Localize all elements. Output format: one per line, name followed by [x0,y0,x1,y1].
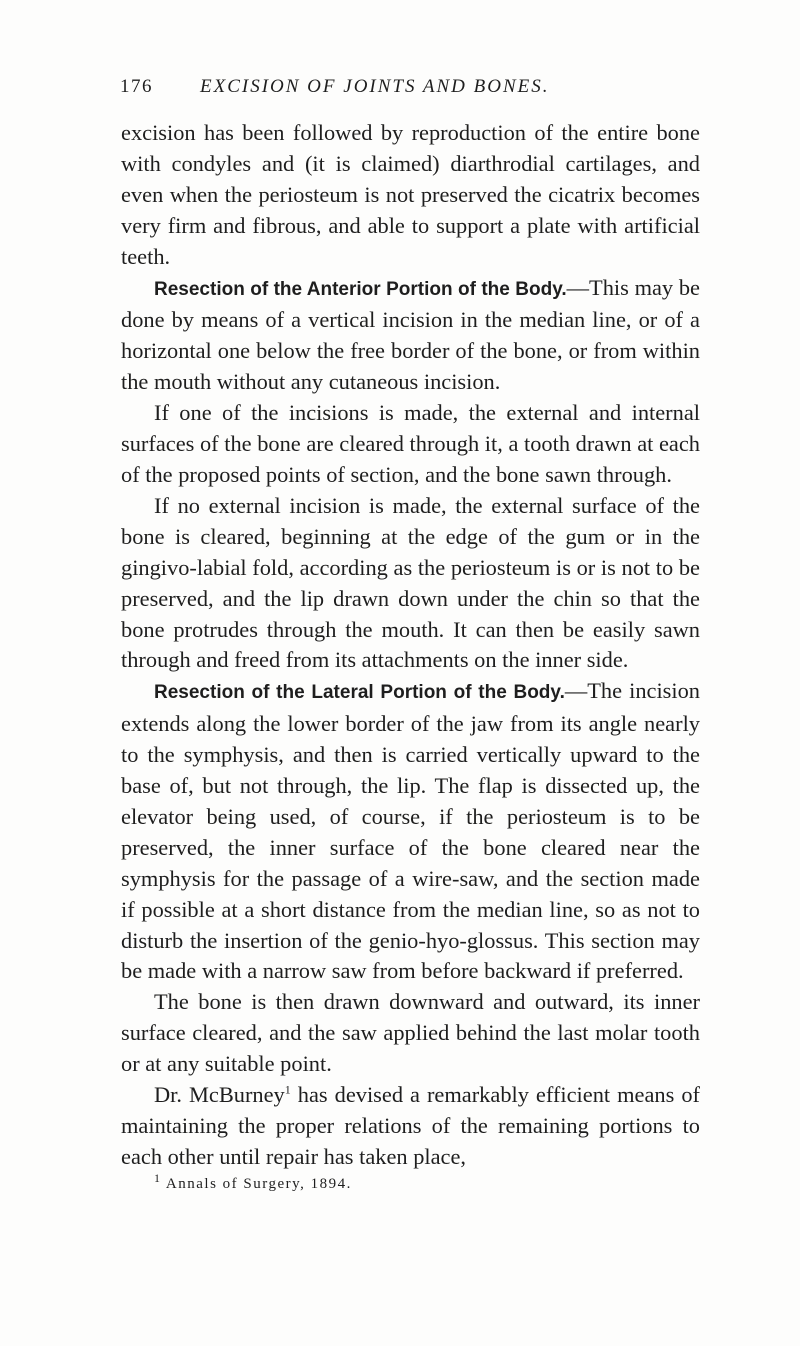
paragraph-continued: excision has been followed by reproduction of the entire bone with condyles and (it is claimed) diarthrodial cartilages, and even when the periosteum is not preserved the cicatrix becomes very firm and fibrous, and able to support a plate with artificial teeth. [121,120,700,269]
section-text-lateral: —The incision extends along the lower border of the jaw from its angle nearly to the symphysis, and then is carried vertically upward to the base of, but not through, the lip. The flap is dissected up, the elevator being used, of course, if the periosteum is to be preserved, the inner surface of the bone cleared near the symphysis for the passage of a wire-saw, and the section made if possible at a short distance from the median line, so as not to disturb the insertion of the genio-hyo-glossus. This section may be made with a narrow saw from before backward if preferred. [121,678,700,984]
footnote-text: Annals of Surgery, 1894. [161,1175,352,1192]
page-number: 176 [120,76,153,97]
paragraph-incisions: If one of the incisions is made, the external and internal surfaces of the bone are cleared through it, a tooth drawn at each of the proposed points of section, and the bone sawn through. [121,400,700,487]
running-title: EXCISION OF JOINTS AND BONES. [200,76,550,97]
running-head [120,76,700,102]
mcburney-text-rest: has devised a remarkably efficient means of maintaining the proper relations of the remaining portions to each other until repair has taken place, [121,1082,700,1169]
paragraph-no-external-incision: If no external incision is made, the external surface of the bone is cleared, beginning at the edge of the gum or in the gingivo-labial fold, according as the periosteum is or is not to be preserved, and the lip drawn down under the chin so that the bone protrudes through the mouth. It can then be easily sawn through and freed from its attachments on the inner side. [121,492,700,673]
section-anterior-resection [121,273,700,399]
footnote-reference: 1 [284,1082,291,1097]
section-lateral-resection [121,676,700,987]
section-heading-anterior: Resection of the Anterior Portion of the Body. [154,278,567,300]
paragraph-bone-drawn: The bone is then drawn downward and outward, its inner surface cleared, and the saw applied behind the last molar tooth or at any suitable point. [121,989,700,1077]
mcburney-text-start: Dr. McBurney [154,1082,285,1108]
section-heading-lateral: Resection of the Lateral Portion of the Body. [154,682,565,704]
footnote-marker: 1 [154,1170,162,1185]
section-text-anterior: —This may be done by means of a vertical incision in the median line, or of a horizontal one below the free border of the bone, or from within the mouth without any cutaneous incision. [121,274,700,395]
footnote [121,1170,700,1193]
paragraph-mcburney [121,1080,700,1173]
body-text [121,118,700,1193]
